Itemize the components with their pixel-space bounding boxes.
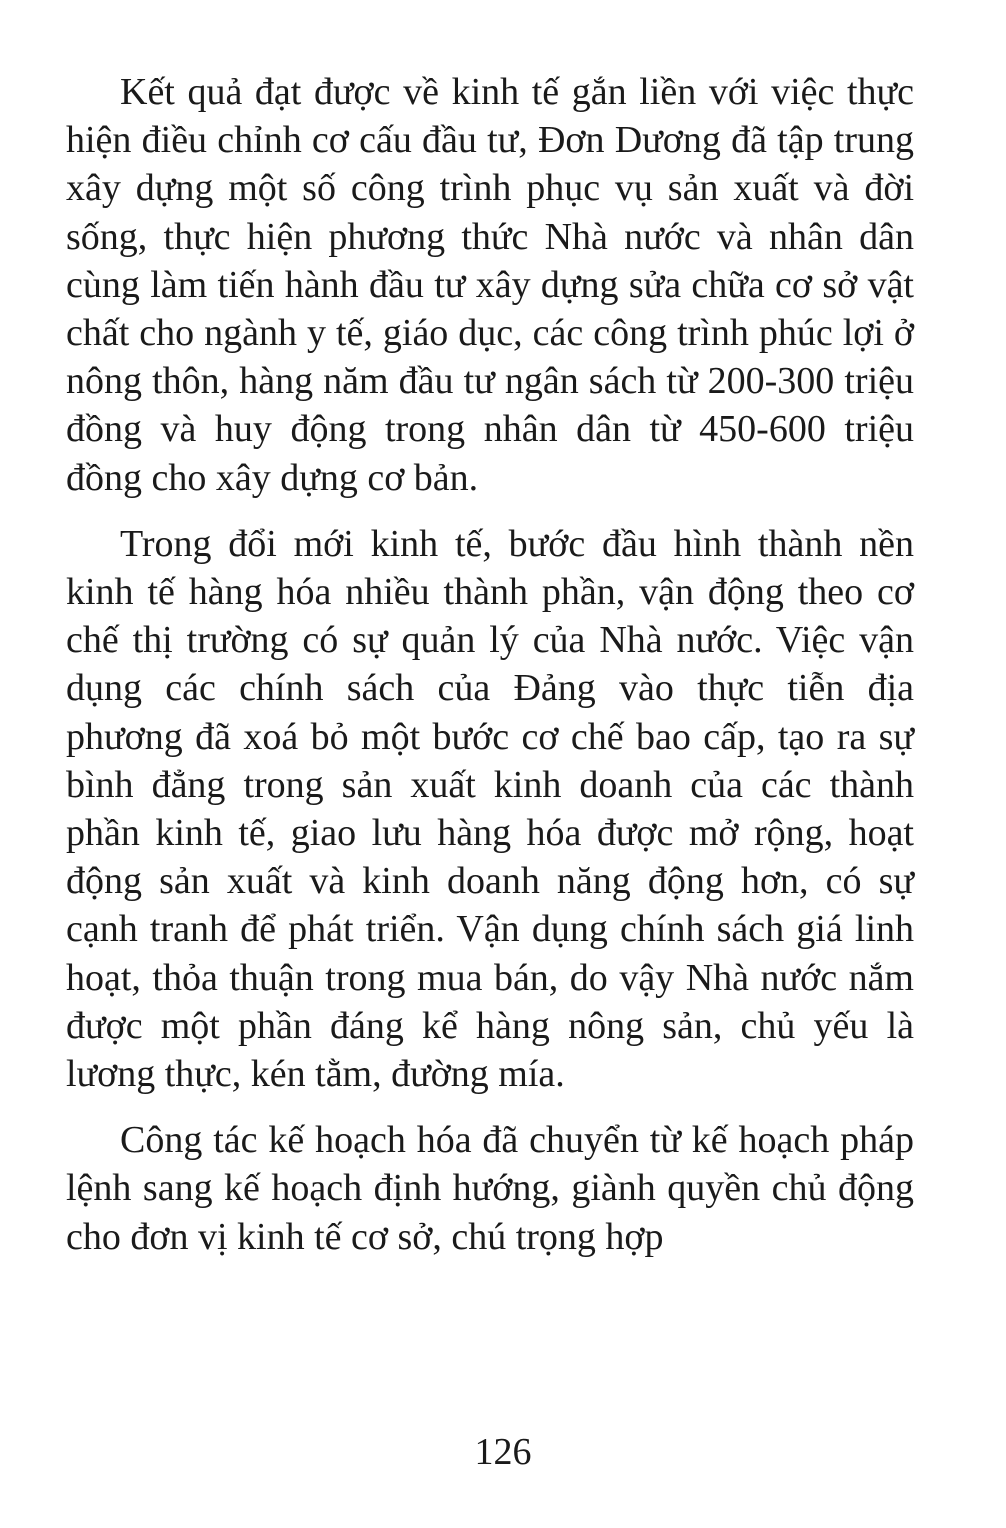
paragraph-1: Kết quả đạt được về kinh tế gắn liền với việc thực hiện điều chỉnh cơ cấu đầu tư, Đơn Dương đã tập trung xây dựng một số công trình phục vụ sản xuất và đời sống, thực hiện phương thức Nhà nước và nhân dân cùng làm tiến hành đầu tư xây dựng sửa chữa cơ sở vật chất cho ngành y tế, giáo dục, các công trình phúc lợi ở nông thôn, hàng năm đầu tư ngân sách từ 200-300 triệu đồng và huy động trong nhân dân từ 450-600 triệu đồng cho xây dựng cơ bản. xyxy=(66,71,914,499)
paragraph-3: Công tác kế hoạch hóa đã chuyển từ kế hoạch pháp lệnh sang kế hoạch định hướng, giành quyền chủ động cho đơn vị kinh tế cơ sở, chú trọng hợp xyxy=(66,1119,914,1258)
page-number: 126 xyxy=(474,1431,532,1473)
page-body xyxy=(66,68,914,1261)
paragraph-2: Trong đổi mới kinh tế, bước đầu hình thành nền kinh tế hàng hóa nhiều thành phần, vận động theo cơ chế thị trường có sự quản lý của Nhà nước. Việc vận dụng các chính sách của Đảng vào thực tiễn địa phương đã xoá bỏ một bước cơ chế bao cấp, tạo ra sự bình đẳng trong sản xuất kinh doanh của các thành phần kinh tế, giao lưu hàng hóa được mở rộng, hoạt động sản xuất và kinh doanh năng động hơn, có sự cạnh tranh để phát triển. Vận dụng chính sách giá linh hoạt, thỏa thuận trong mua bán, do vậy Nhà nước nắm được một phần đáng kể hàng nông sản, chủ yếu là lương thực, kén tằm, đường mía. xyxy=(66,522,914,1096)
